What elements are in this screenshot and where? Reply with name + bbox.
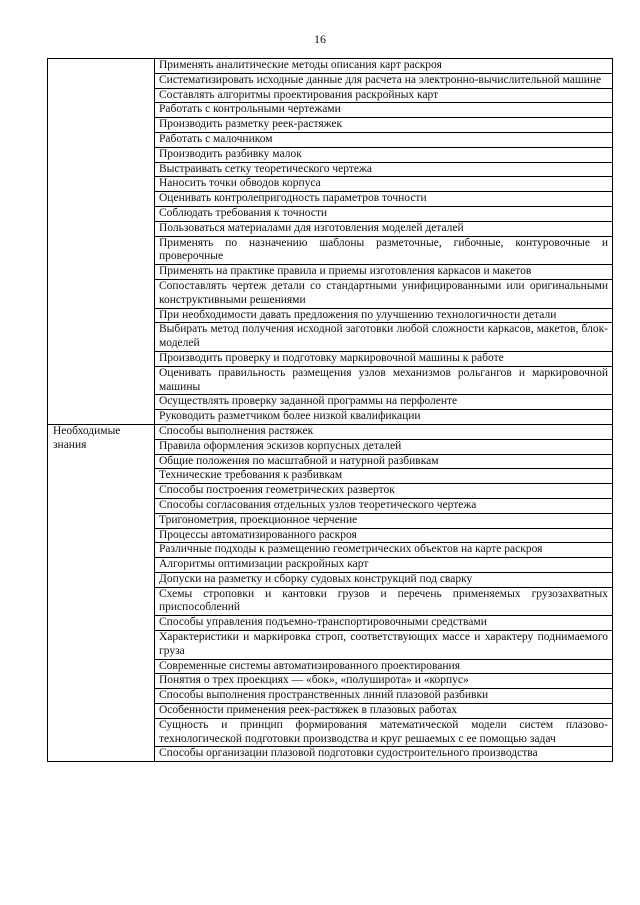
- item-cell: Работать с малочником: [155, 132, 613, 147]
- item-cell: Производить проверку и подготовку маркировочной машины к работе: [155, 351, 613, 366]
- item-cell: Общие положения по масштабной и натурной разбивкам: [155, 454, 613, 469]
- item-cell: При необходимости давать предложения по улучшению технологичности детали: [155, 308, 613, 323]
- item-cell: Способы организации плазовой подготовки судостроительного производства: [155, 747, 613, 762]
- skills-table-body: [48, 59, 613, 762]
- item-cell: Технические требования к разбивкам: [155, 469, 613, 484]
- item-cell: Алгоритмы оптимизации раскройных карт: [155, 558, 613, 573]
- item-cell: Сопоставлять чертеж детали со стандартными унифицированными или оригинальными конструктивными решениями: [155, 279, 613, 308]
- item-cell: Руководить разметчиком более низкой квалификации: [155, 410, 613, 425]
- section-category-cell: [48, 59, 155, 425]
- item-cell: Различные подходы к размещению геометрических объектов на карте раскроя: [155, 543, 613, 558]
- item-cell: Процессы автоматизированного раскроя: [155, 528, 613, 543]
- item-cell: Способы согласования отдельных узлов теоретического чертежа: [155, 498, 613, 513]
- item-cell: Способы управления подъемно-транспортировочными средствами: [155, 616, 613, 631]
- item-cell: Работать с контрольными чертежами: [155, 103, 613, 118]
- item-cell: Выбирать метод получения исходной заготовки любой сложности каркасов, макетов, блок-моделей: [155, 323, 613, 352]
- item-cell: Способы выполнения пространственных линий плазовой разбивки: [155, 689, 613, 704]
- section-category-cell: Необходимые знания: [48, 424, 155, 761]
- item-cell: Способы выполнения растяжек: [155, 424, 613, 439]
- item-cell: Оценивать контролепригодность параметров точности: [155, 192, 613, 207]
- table-row: [48, 424, 613, 439]
- item-cell: Производить разметку реек-растяжек: [155, 118, 613, 133]
- item-cell: Тригонометрия, проекционное черчение: [155, 513, 613, 528]
- item-cell: Способы построения геометрических разверток: [155, 484, 613, 499]
- item-cell: Применять по назначению шаблоны разметочные, гибочные, контуровочные и проверочные: [155, 236, 613, 265]
- item-cell: Особенности применения реек-растяжек в плазовых работах: [155, 704, 613, 719]
- item-cell: Сущность и принцип формирования математической модели систем плазово-технологической подготовки производства и круг решаемых с ее помощью задач: [155, 718, 613, 747]
- item-cell: Осуществлять проверку заданной программы на перфоленте: [155, 395, 613, 410]
- item-cell: Допуски на разметку и сборку судовых конструкций под сварку: [155, 572, 613, 587]
- item-cell: Наносить точки обводов корпуса: [155, 177, 613, 192]
- item-cell: Современные системы автоматизированного проектирования: [155, 659, 613, 674]
- item-cell: Характеристики и маркировка строп, соответствующих массе и характеру поднимаемого груза: [155, 631, 613, 660]
- item-cell: Составлять алгоритмы проектирования раскройных карт: [155, 88, 613, 103]
- item-cell: Выстраивать сетку теоретического чертежа: [155, 162, 613, 177]
- item-cell: Оценивать правильность размещения узлов механизмов рольгангов и маркировочной машины: [155, 366, 613, 395]
- item-cell: Схемы строповки и кантовки грузов и перечень применяемых грузозахватных приспособлений: [155, 587, 613, 616]
- item-cell: Правила оформления эскизов корпусных деталей: [155, 439, 613, 454]
- item-cell: Систематизировать исходные данные для расчета на электронно-вычислительной машине: [155, 73, 613, 88]
- item-cell: Производить разбивку малок: [155, 147, 613, 162]
- item-cell: Понятия о трех проекциях — «бок», «полуширота» и «корпус»: [155, 674, 613, 689]
- item-cell: Пользоваться материалами для изготовления моделей деталей: [155, 221, 613, 236]
- skills-table: [47, 58, 613, 762]
- item-cell: Применять аналитические методы описания карт раскроя: [155, 59, 613, 74]
- item-cell: Применять на практике правила и приемы изготовления каркасов и макетов: [155, 265, 613, 280]
- table-row: [48, 59, 613, 74]
- item-cell: Соблюдать требования к точности: [155, 206, 613, 221]
- page-number: 16: [314, 32, 326, 46]
